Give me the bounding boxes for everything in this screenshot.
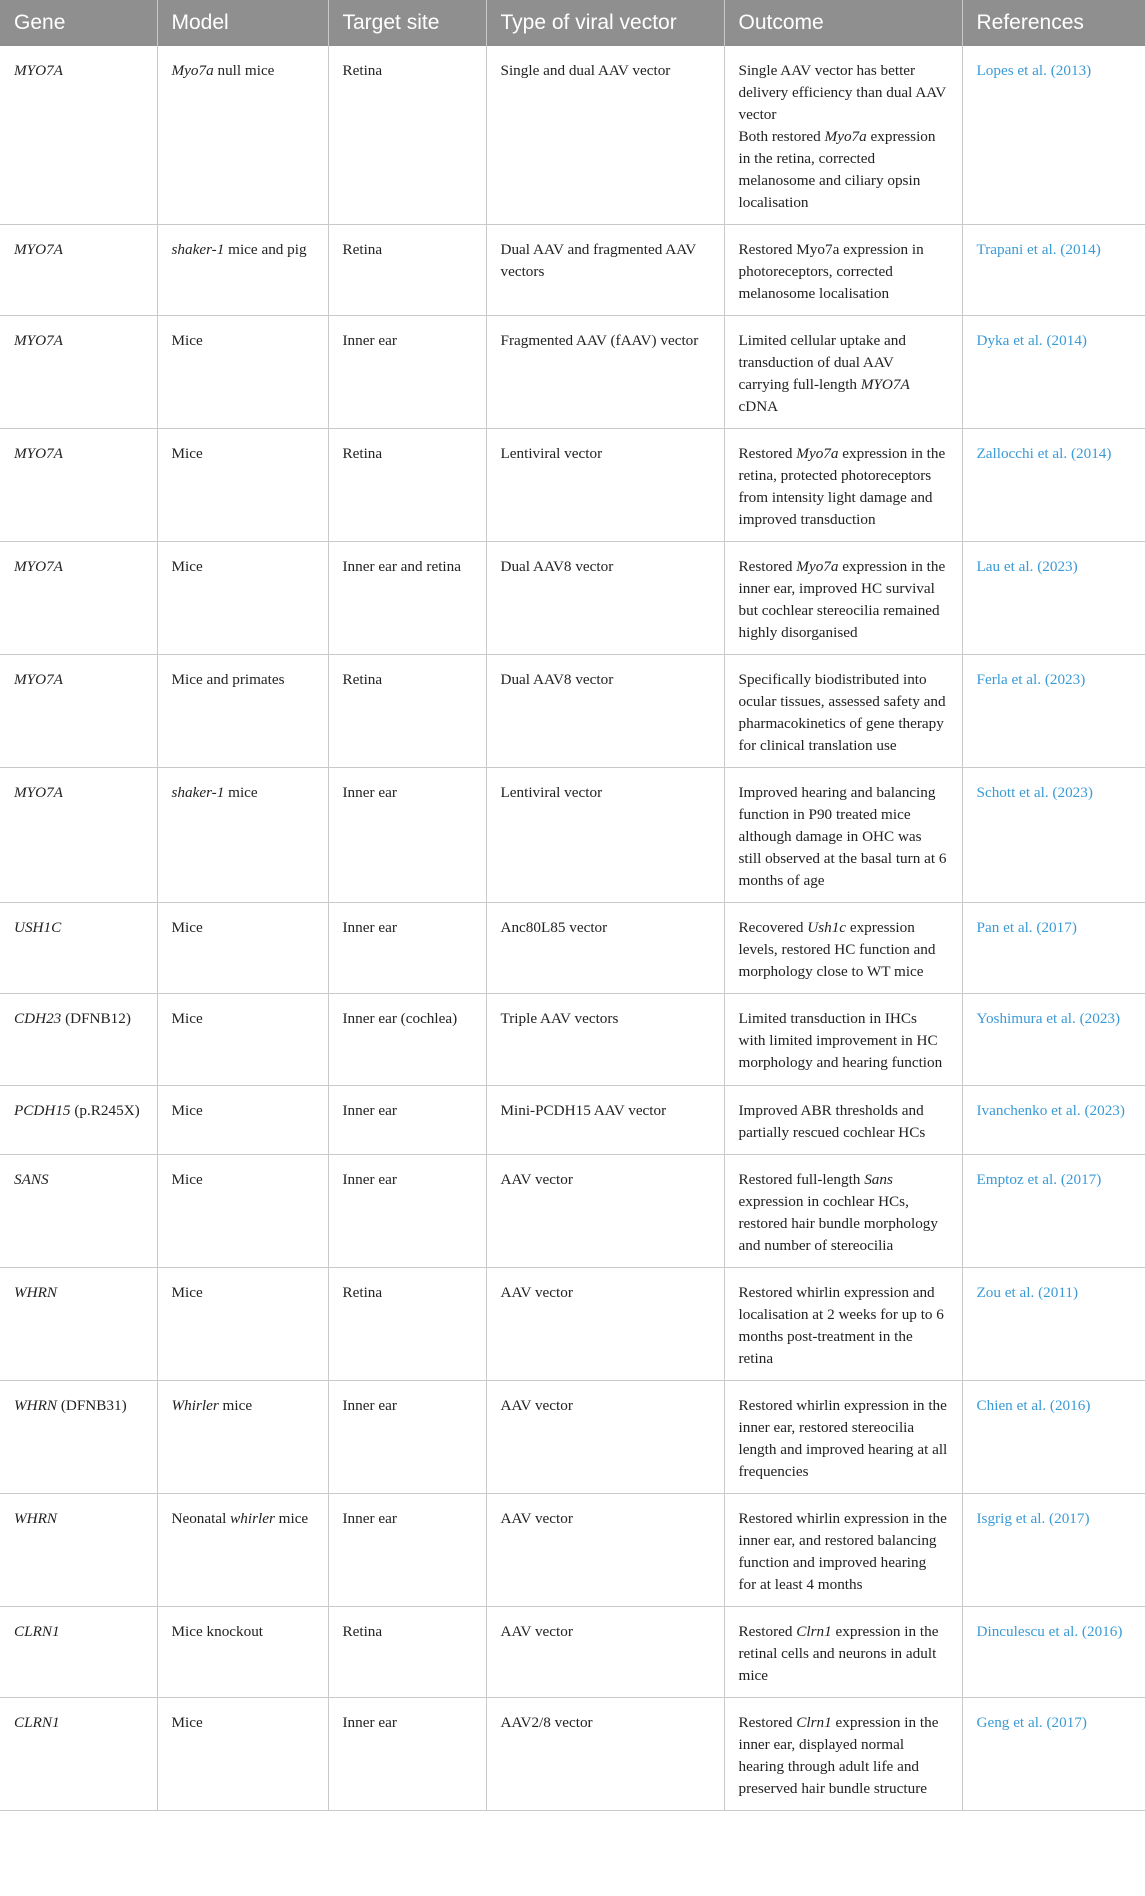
- cell-reference: [962, 1086, 1145, 1155]
- cell-outcome: [724, 1155, 962, 1268]
- cell-target-site: Inner ear and retina: [328, 542, 486, 655]
- gene-name: USH1C: [14, 919, 62, 936]
- gene-variant: (p.R245X): [70, 1102, 140, 1119]
- gene-name: MYO7A: [14, 445, 63, 462]
- cell-outcome: [724, 1381, 962, 1494]
- table-row: [0, 1381, 1145, 1494]
- outcome-text: Improved hearing and balancing function in P90 treated mice although damage in OHC was still observed at the basal turn at 6 months of age: [738, 784, 947, 889]
- gene-name: MYO7A: [14, 241, 63, 258]
- cell-gene: [0, 1494, 157, 1607]
- cell-gene: [0, 225, 157, 316]
- model-text: mice: [224, 784, 258, 801]
- cell-outcome: [724, 1086, 962, 1155]
- model-text: mice: [218, 1397, 253, 1414]
- outcome-text: Single AAV vector has better delivery efficiency than dual AAV vector: [738, 62, 947, 123]
- gene-name: MYO7A: [14, 671, 63, 688]
- cell-target-site: Retina: [328, 1268, 486, 1381]
- reference-link[interactable]: Ivanchenko et al. (2023): [976, 1102, 1125, 1119]
- table-row: [0, 768, 1145, 903]
- cell-outcome: [724, 655, 962, 768]
- reference-link[interactable]: Zallocchi et al. (2014): [976, 445, 1112, 462]
- cell-vector: AAV vector: [486, 1268, 724, 1381]
- outcome-text: Restored: [738, 558, 797, 575]
- cell-gene: [0, 316, 157, 429]
- reference-link[interactable]: Zou et al. (2011): [976, 1284, 1078, 1301]
- header-model: Model: [157, 0, 328, 46]
- table-row: [0, 994, 1145, 1086]
- gene-name: CLRN1: [14, 1623, 60, 1640]
- cell-outcome: [724, 316, 962, 429]
- cell-model: [157, 768, 328, 903]
- outcome-text: Restored: [738, 445, 797, 462]
- cell-model: [157, 542, 328, 655]
- outcome-text: Limited cellular uptake and transduction of dual AAV carrying full-length: [738, 332, 906, 393]
- reference-link[interactable]: Lopes et al. (2013): [976, 62, 1092, 79]
- cell-reference: [962, 994, 1145, 1086]
- cell-model: [157, 1494, 328, 1607]
- gene-name: WHRN: [14, 1510, 58, 1527]
- model-text: Mice and primates: [171, 671, 285, 688]
- reference-link[interactable]: Isgrig et al. (2017): [976, 1510, 1090, 1527]
- cell-target-site: Retina: [328, 225, 486, 316]
- outcome-text: Restored Myo7a expression in photoreceptors, corrected melanosome localisation: [738, 241, 924, 302]
- model-text: Mice: [171, 1171, 203, 1188]
- cell-target-site: Retina: [328, 1607, 486, 1698]
- reference-link[interactable]: Pan et al. (2017): [976, 919, 1077, 936]
- model-text: Mice: [171, 919, 203, 936]
- table-row: [0, 1607, 1145, 1698]
- cell-gene: [0, 542, 157, 655]
- cell-reference: [962, 1607, 1145, 1698]
- header-references: References: [962, 0, 1145, 46]
- model-text: mice and pig: [224, 241, 307, 258]
- cell-model: [157, 655, 328, 768]
- table-row: [0, 46, 1145, 225]
- table-row: [0, 1268, 1145, 1381]
- reference-link[interactable]: Emptoz et al. (2017): [976, 1171, 1102, 1188]
- model-text: Mice knockout: [171, 1623, 264, 1640]
- outcome-text: Myo7a: [824, 128, 867, 145]
- cell-gene: [0, 903, 157, 994]
- table-row: [0, 429, 1145, 542]
- cell-reference: [962, 1698, 1145, 1811]
- cell-reference: [962, 768, 1145, 903]
- cell-gene: [0, 1381, 157, 1494]
- cell-model: [157, 1607, 328, 1698]
- outcome-text: Restored full-length: [738, 1171, 865, 1188]
- model-text: Mice: [171, 332, 203, 349]
- cell-target-site: Inner ear: [328, 1494, 486, 1607]
- cell-reference: [962, 225, 1145, 316]
- cell-model: [157, 994, 328, 1086]
- reference-link[interactable]: Geng et al. (2017): [976, 1714, 1087, 1731]
- outcome-text: Restored whirlin expression in the inner ear, and restored balancing function and improved hearing for at least 4 months: [738, 1510, 947, 1593]
- cell-gene: [0, 1086, 157, 1155]
- outcome-text: Sans: [864, 1171, 893, 1188]
- outcome-text: Recovered: [738, 919, 808, 936]
- model-text: Mice: [171, 1102, 203, 1119]
- cell-outcome: [724, 542, 962, 655]
- header-row: [0, 0, 1145, 46]
- gene-name: SANS: [14, 1171, 49, 1188]
- cell-target-site: Retina: [328, 655, 486, 768]
- model-text: Mice: [171, 1714, 203, 1731]
- cell-gene: [0, 1268, 157, 1381]
- cell-reference: [962, 655, 1145, 768]
- outcome-text: expression in the inner ear, improved HC survival but cochlear stereocilia remained highly disorganised: [738, 558, 946, 641]
- table-row: [0, 316, 1145, 429]
- cell-vector: Fragmented AAV (fAAV) vector: [486, 316, 724, 429]
- model-text: null mice: [213, 62, 275, 79]
- table-row: [0, 1155, 1145, 1268]
- outcome-text: expression in the retina, corrected melanosome and ciliary opsin localisation: [738, 128, 936, 211]
- cell-reference: [962, 542, 1145, 655]
- outcome-text: expression levels, restored HC function and morphology close to WT mice: [738, 919, 936, 980]
- gene-variant: (DFNB31): [57, 1397, 127, 1414]
- model-italic: Myo7a: [171, 62, 214, 79]
- outcome-text: Restored whirlin expression in the inner ear, restored stereocilia length and improved hearing at all frequencies: [738, 1397, 948, 1480]
- outcome-text: Restored: [738, 1714, 797, 1731]
- header-outcome: Outcome: [724, 0, 962, 46]
- cell-vector: Single and dual AAV vector: [486, 46, 724, 225]
- cell-model: [157, 1381, 328, 1494]
- model-italic: Whirler: [171, 1397, 219, 1414]
- cell-outcome: [724, 903, 962, 994]
- outcome-text: Restored: [738, 1623, 797, 1640]
- cell-reference: [962, 429, 1145, 542]
- outcome-text: Clrn1: [796, 1714, 832, 1731]
- gene-name: MYO7A: [14, 62, 63, 79]
- model-text: Mice: [171, 558, 203, 575]
- model-text: mice: [274, 1510, 309, 1527]
- outcome-text: Improved ABR thresholds and partially rescued cochlear HCs: [738, 1102, 926, 1141]
- gene-variant: (DFNB12): [61, 1010, 131, 1027]
- table-row: [0, 1494, 1145, 1607]
- model-italic: whirler: [230, 1510, 275, 1527]
- cell-gene: [0, 1698, 157, 1811]
- cell-gene: [0, 46, 157, 225]
- cell-reference: [962, 1381, 1145, 1494]
- cell-outcome: [724, 429, 962, 542]
- outcome-text: Restored whirlin expression and localisation at 2 weeks for up to 6 months post-treatment in the retina: [738, 1284, 944, 1367]
- reference-link[interactable]: Lau et al. (2023): [976, 558, 1078, 575]
- outcome-text: Specifically biodistributed into ocular tissues, assessed safety and pharmacokinetics of gene therapy for clinical translation use: [738, 671, 946, 754]
- cell-vector: AAV vector: [486, 1155, 724, 1268]
- reference-link[interactable]: Trapani et al. (2014): [976, 241, 1101, 258]
- cell-vector: Lentiviral vector: [486, 429, 724, 542]
- cell-model: [157, 316, 328, 429]
- outcome-text: Limited transduction in IHCs with limited improvement in HC morphology and hearing function: [738, 1010, 943, 1071]
- gene-name: MYO7A: [14, 332, 63, 349]
- reference-link[interactable]: Dinculescu et al. (2016): [976, 1623, 1123, 1640]
- outcome-text: cDNA: [738, 398, 779, 415]
- cell-vector: AAV vector: [486, 1381, 724, 1494]
- outcome-text: MYO7A: [860, 376, 910, 393]
- reference-link[interactable]: Yoshimura et al. (2023): [976, 1010, 1121, 1027]
- cell-gene: [0, 994, 157, 1086]
- cell-model: [157, 1698, 328, 1811]
- cell-outcome: [724, 994, 962, 1086]
- outcome-text: expression in the retinal cells and neurons in adult mice: [738, 1623, 939, 1684]
- cell-model: [157, 46, 328, 225]
- cell-model: [157, 225, 328, 316]
- table-row: [0, 225, 1145, 316]
- cell-vector: AAV vector: [486, 1494, 724, 1607]
- outcome-text: expression in the retina, protected photoreceptors from intensity light damage and improved transduction: [738, 445, 946, 528]
- outcome-text: Ush1c: [807, 919, 847, 936]
- cell-outcome: [724, 46, 962, 225]
- gene-name: MYO7A: [14, 784, 63, 801]
- model-italic: shaker-1: [171, 784, 225, 801]
- reference-link[interactable]: Ferla et al. (2023): [976, 671, 1086, 688]
- cell-target-site: Inner ear: [328, 768, 486, 903]
- model-text: Mice: [171, 1284, 203, 1301]
- cell-reference: [962, 1155, 1145, 1268]
- header-vector: Type of viral vector: [486, 0, 724, 46]
- cell-outcome: [724, 1698, 962, 1811]
- cell-gene: [0, 429, 157, 542]
- cell-target-site: Retina: [328, 46, 486, 225]
- cell-gene: [0, 768, 157, 903]
- outcome-text: Myo7a: [796, 558, 839, 575]
- cell-model: [157, 429, 328, 542]
- cell-gene: [0, 655, 157, 768]
- cell-outcome: [724, 768, 962, 903]
- cell-vector: Lentiviral vector: [486, 768, 724, 903]
- reference-link[interactable]: Chien et al. (2016): [976, 1397, 1091, 1414]
- table-row: [0, 1698, 1145, 1811]
- gene-name: CDH23: [14, 1010, 62, 1027]
- header-target-site: Target site: [328, 0, 486, 46]
- cell-target-site: Inner ear: [328, 1155, 486, 1268]
- outcome-text: expression in the inner ear, displayed normal hearing through adult life and preserved hair bundle structure: [738, 1714, 939, 1797]
- gene-name: WHRN: [14, 1284, 58, 1301]
- cell-vector: Dual AAV8 vector: [486, 655, 724, 768]
- cell-reference: [962, 46, 1145, 225]
- gene-name: CLRN1: [14, 1714, 60, 1731]
- cell-target-site: Inner ear: [328, 1086, 486, 1155]
- reference-link[interactable]: Dyka et al. (2014): [976, 332, 1087, 349]
- outcome-text: Both restored: [738, 128, 825, 145]
- outcome-text: expression in cochlear HCs, restored hair bundle morphology and number of stereocilia: [738, 1193, 938, 1254]
- model-text: Mice: [171, 445, 203, 462]
- cell-model: [157, 1086, 328, 1155]
- cell-gene: [0, 1607, 157, 1698]
- cell-vector: Mini-PCDH15 AAV vector: [486, 1086, 724, 1155]
- gene-name: WHRN: [14, 1397, 58, 1414]
- cell-target-site: Inner ear: [328, 903, 486, 994]
- table-row: [0, 903, 1145, 994]
- cell-outcome: [724, 225, 962, 316]
- cell-gene: [0, 1155, 157, 1268]
- reference-link[interactable]: Schott et al. (2023): [976, 784, 1093, 801]
- cell-vector: Dual AAV8 vector: [486, 542, 724, 655]
- cell-vector: AAV2/8 vector: [486, 1698, 724, 1811]
- cell-target-site: Inner ear (cochlea): [328, 994, 486, 1086]
- cell-target-site: Inner ear: [328, 316, 486, 429]
- cell-vector: Dual AAV and fragmented AAV vectors: [486, 225, 724, 316]
- outcome-text: Clrn1: [796, 1623, 832, 1640]
- cell-outcome: [724, 1268, 962, 1381]
- model-italic: shaker-1: [171, 241, 225, 258]
- cell-target-site: Inner ear: [328, 1698, 486, 1811]
- cell-model: [157, 903, 328, 994]
- cell-vector: AAV vector: [486, 1607, 724, 1698]
- gene-name: MYO7A: [14, 558, 63, 575]
- table-row: [0, 655, 1145, 768]
- cell-reference: [962, 1494, 1145, 1607]
- cell-target-site: Inner ear: [328, 1381, 486, 1494]
- cell-vector: Anc80L85 vector: [486, 903, 724, 994]
- table-body: [0, 46, 1145, 1811]
- table-row: [0, 1086, 1145, 1155]
- cell-reference: [962, 1268, 1145, 1381]
- cell-outcome: [724, 1607, 962, 1698]
- header-gene: Gene: [0, 0, 157, 46]
- cell-reference: [962, 316, 1145, 429]
- model-text: Mice: [171, 1010, 203, 1027]
- cell-vector: Triple AAV vectors: [486, 994, 724, 1086]
- cell-reference: [962, 903, 1145, 994]
- cell-model: [157, 1155, 328, 1268]
- cell-model: [157, 1268, 328, 1381]
- gene-name: PCDH15: [14, 1102, 71, 1119]
- table-row: [0, 542, 1145, 655]
- table-header: [0, 0, 1145, 46]
- model-prefix: Neonatal: [171, 1510, 231, 1527]
- outcome-text: Myo7a: [796, 445, 839, 462]
- cell-outcome: [724, 1494, 962, 1607]
- cell-target-site: Retina: [328, 429, 486, 542]
